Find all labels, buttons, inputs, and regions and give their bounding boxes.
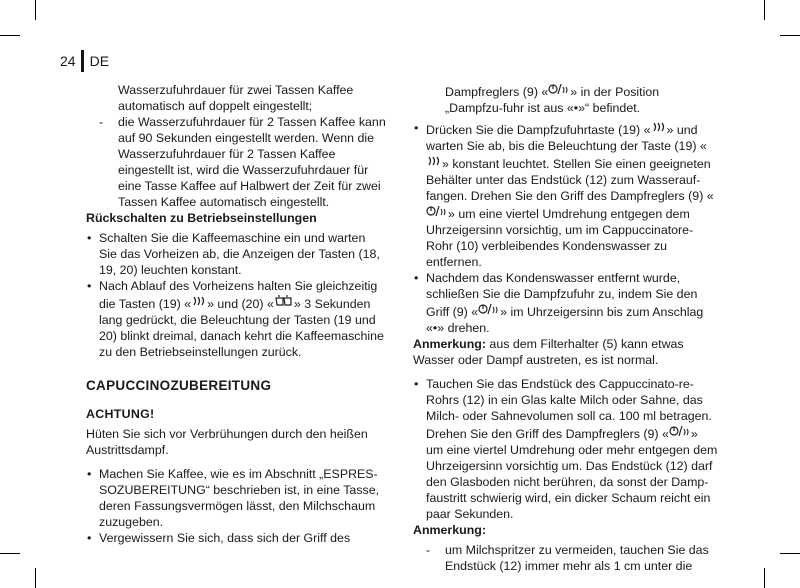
bullet-item: • Schalten Sie die Kaffeemaschine ein und warten Sie das Vorheizen ab, die Anzeigen der Tasten (18, 19, 20) leuchten konstant. xyxy=(86,230,386,278)
crop-mark-bottom-left-h xyxy=(0,553,20,554)
text: Tauchen Sie das Endstück des Cappuccinato-re-Rohrs (12) in ein Glas kalte Milch oder Sahne, das Milch- oder Sahnevolumen soll ca. 100 ml betragen. Drehen Sie den Griff des Dampfreglers (9) « xyxy=(426,377,712,441)
note xyxy=(413,336,718,368)
steam-icon xyxy=(426,154,442,171)
steam-dial-icon xyxy=(426,204,448,221)
steam-dial-icon xyxy=(478,302,500,319)
dash-item: - die Wasserzufuhrdauer für 2 Tassen Kaffee kann auf 90 Sekunden eingestellt werden. Wenn die Wasserzufuhrdauer für 2 Tassen Kaffee eingestellt ist, wird die Wasserzufuhrdauer für eine Tasse Kaffee auf Halbwert der Zeit für zwei Tassen Kaffee automatisch eingestellt. xyxy=(86,114,386,210)
section-title: CAPUCCINOZUBEREITUNG xyxy=(86,378,272,393)
paragraph-continued: Wasserzufuhrdauer für zwei Tassen Kaffee automatisch auf doppelt eingestellt; xyxy=(118,83,354,113)
text: » konstant leuchtet. Stellen Sie einen geeigneten Behälter unter das Endstück (12) zum Wasserauf-fangen. Drehen Sie den Griff des Dampfreglers (9) « xyxy=(426,157,714,203)
crop-mark-top-left xyxy=(35,0,36,20)
bullet-item: • Vergewissern Sie sich, dass sich der Griff des xyxy=(86,530,386,546)
bullet-text: Nach Ablauf des Vorheizens halten Sie gleichzeitig die Tasten (19) « xyxy=(99,279,378,311)
steam-icon xyxy=(651,120,667,137)
bullet-item xyxy=(413,376,718,522)
steam-icon xyxy=(191,294,207,311)
text: » um eine viertel Umdrehung entgegen dem Uhrzeigersinn vorsichtig, um im Cappuccinatore-Rohr (10) verbleibendes Kondenswasser zu entfernen. xyxy=(426,207,694,269)
bullet-text: » und (20) « xyxy=(207,297,274,311)
bullet-item: • Machen Sie Kaffee, wie es im Abschnitt „ESPRES-SOZUBEREITUNG“ beschrieben ist, in eine Tasse, deren Fassungsvermögen lässt, den Milchschaum zuzugeben. xyxy=(86,466,386,530)
note-label: Anmerkung: xyxy=(413,523,486,537)
text: » um eine viertel Umdrehung oder mehr entgegen dem Uhrzeigersinn vorsichtig um. Das Endstück (12) darf den Glasboden nicht berühren, da sonst der Damp-faustritt schwierig wird, ein dicker Schaum reicht ein paar Sekunden. xyxy=(426,427,718,521)
crop-mark-bottom-right-h xyxy=(780,553,800,554)
text: Drücken Sie die Dampfzufuhrtaste (19) « xyxy=(426,123,651,137)
paragraph-continued xyxy=(413,82,718,116)
warning-title: ACHTUNG! xyxy=(86,407,155,421)
crop-mark-bottom-right xyxy=(764,568,765,588)
language-code: DE xyxy=(89,53,110,69)
double-cup-icon xyxy=(274,294,294,311)
text: » in der Position „Dampfzu-fuhr ist aus «•»“ befindet. xyxy=(445,85,660,115)
warning-text: Hüten Sie sich vor Verbrühungen durch den heißen Austrittsdampf. xyxy=(86,427,368,457)
crop-mark-top-right-h xyxy=(780,35,800,36)
note-text: aus dem Filterhalter (5) kann etwas Wasser oder Dampf austreten, es ist normal. xyxy=(413,337,684,367)
bullet-item xyxy=(413,120,718,270)
text: Nachdem das Kondenswasser entfernt wurde, schließen Sie die Dampfzufuhr zu, indem Sie den Griff (9) « xyxy=(426,271,698,319)
crop-mark-top-right xyxy=(764,0,765,20)
page-header xyxy=(60,50,109,72)
header-divider xyxy=(81,50,84,72)
bullet-item xyxy=(86,278,386,360)
right-column xyxy=(413,82,718,574)
text: » im Uhrzeigersinn bis zum Anschlag «•» drehen. xyxy=(426,305,704,335)
dash-item: - um Milchspritzer zu vermeiden, tauchen Sie das Endstück (12) immer mehr als 1 cm unter die xyxy=(413,542,718,574)
steam-dial-icon xyxy=(669,424,691,441)
crop-mark-top-left-h xyxy=(0,35,20,36)
note-label: Anmerkung: xyxy=(413,337,486,351)
text: Dampfreglers (9) « xyxy=(445,85,549,99)
reset-heading: Rückschalten zu Betriebseinstellungen xyxy=(86,211,317,225)
crop-mark-bottom-left xyxy=(35,568,36,588)
bullet-text: » 3 Sekunden lang gedrückt, die Beleuchtung der Tasten (19 und 20) blinkt dreimal, danach kehrt die Kaffeemaschine zu den Betriebseinstellungen zurück. xyxy=(99,297,384,359)
page-number: 24 xyxy=(60,53,76,69)
left-column xyxy=(86,82,386,546)
bullet-item xyxy=(413,270,718,336)
steam-dial-icon xyxy=(548,82,570,99)
text: » und warten Sie ab, bis die Beleuchtung der Taste (19) « xyxy=(426,123,707,153)
